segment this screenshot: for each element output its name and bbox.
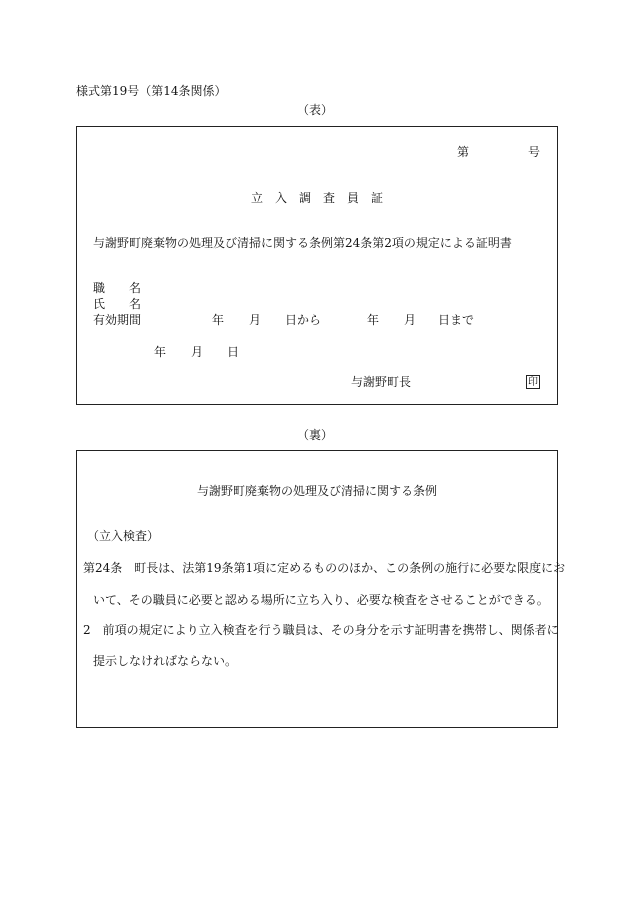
name-label: 氏 名: [93, 297, 142, 311]
validity-label: 有効期間: [93, 313, 142, 327]
front-side-label: （表）: [296, 103, 333, 117]
validity-to-month: 月: [404, 313, 417, 327]
back-side-label: （裏）: [296, 428, 333, 442]
certificate-number-prefix: 第: [457, 145, 470, 159]
form-number-label: 様式第19号（第14条関係）: [76, 84, 227, 98]
article-24-line-1: 第24条 町長は、法第19条第1項に定めるもののほか、この条例の施行に必要な限度にお: [83, 561, 566, 575]
issue-date-day: 日: [227, 345, 240, 359]
certificate-title: 立 入 調 査 員 証: [250, 191, 383, 205]
paragraph-2-line-2: 提示しなければならない。: [93, 654, 238, 668]
validity-from-year: 年: [212, 313, 225, 327]
issue-date-month: 月: [191, 345, 204, 359]
front-certificate-box: [76, 126, 558, 405]
issue-date-year: 年: [154, 345, 167, 359]
position-label: 職 名: [93, 281, 142, 295]
certificate-statement: 与謝野町廃棄物の処理及び清掃に関する条例第24条第2項の規定による証明書: [93, 236, 512, 250]
ordinance-title: 与謝野町廃棄物の処理及び清掃に関する条例: [196, 484, 437, 498]
seal-stamp-icon: 印: [528, 377, 538, 388]
validity-from-day: 日から: [285, 313, 322, 327]
article-24-line-2: いて、その職員に必要と認める場所に立ち入り、必要な検査をさせることができる。: [93, 593, 549, 607]
validity-to-year: 年: [367, 313, 380, 327]
certificate-number-suffix: 号: [528, 145, 541, 159]
validity-from-month: 月: [249, 313, 262, 327]
back-certificate-box: [76, 450, 566, 728]
paragraph-2-line-1: 2 前項の規定により立入検査を行う職員は、その身分を示す証明書を携帯し、関係者に: [83, 623, 559, 637]
article-heading: （立入検査）: [87, 529, 160, 543]
validity-to-day: 日まで: [438, 313, 475, 327]
issuer-name: 与謝野町長: [351, 375, 412, 389]
